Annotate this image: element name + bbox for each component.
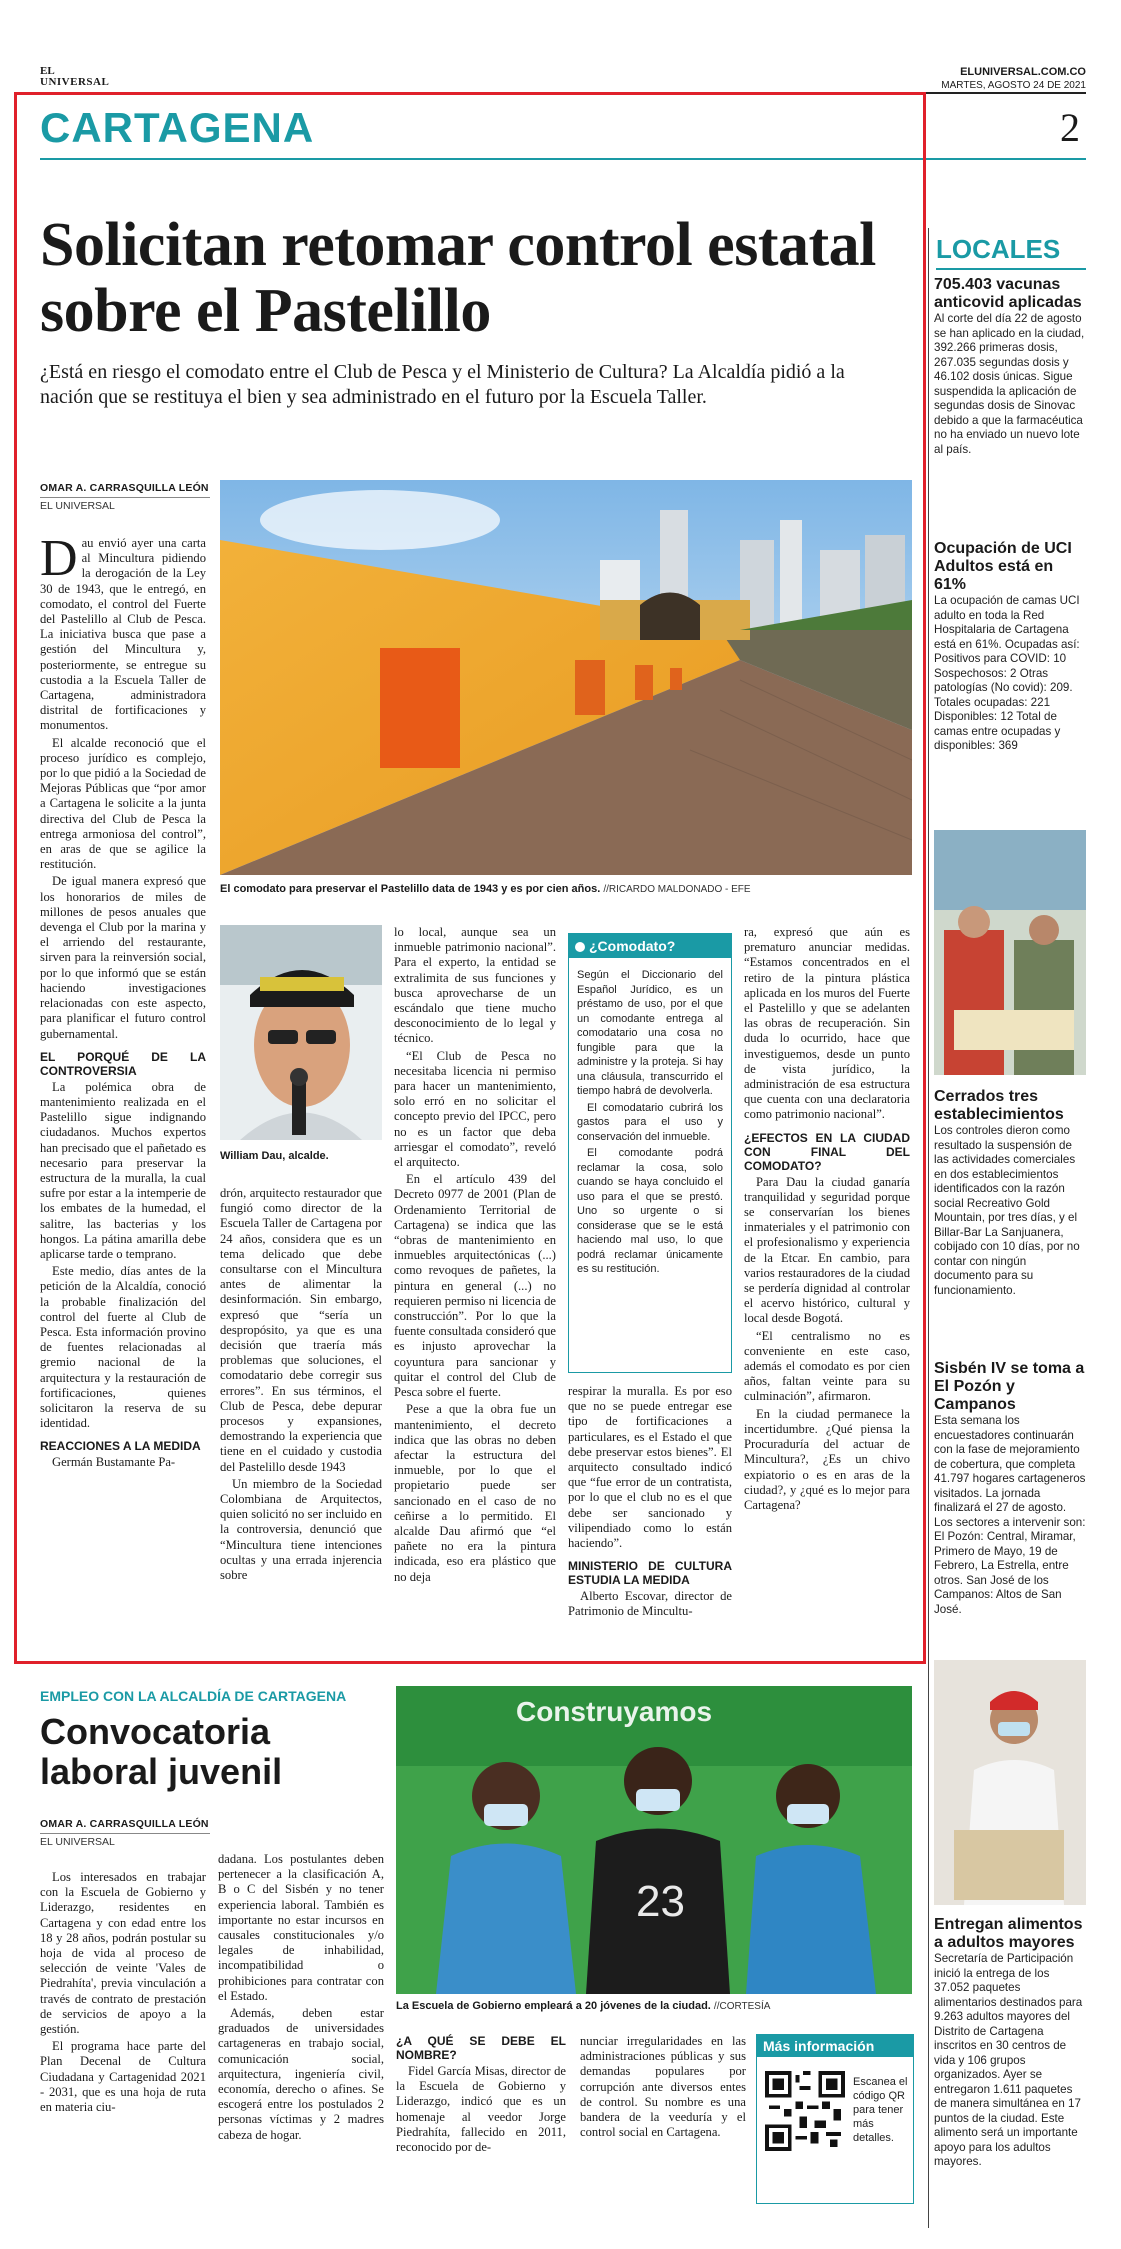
info-box-text: Escanea el código QR para tener más detalles. xyxy=(853,2076,908,2144)
logo xyxy=(40,66,120,88)
sidebar-title: LOCALES xyxy=(936,234,1061,264)
info-dot-icon xyxy=(575,942,585,952)
main-column-2 xyxy=(220,1186,382,1585)
sidebar-item-cerrados xyxy=(934,1088,1086,1298)
site-url: ELUNIVERSAL.COM.CO xyxy=(960,66,1086,78)
sidebar-item-sisben xyxy=(934,1360,1086,1617)
pastelillo-photo xyxy=(220,480,912,875)
second-column-1 xyxy=(40,1870,206,2117)
second-byline xyxy=(40,1818,210,1848)
col4-p1: respirar la muralla. Es por eso que no se puede entregar ese tipo de fortificaciones a particulares, es el Estado el que debe preservar estos bienes”. El arquitecto consultado indicó que “fue error de un contratista, por lo que el club no es el que debe ser sancionado y vilipendiado como lo están haciendo”. xyxy=(568,1384,732,1551)
sidebar-item-title: Ocupación de UCI Adultos está en 61% xyxy=(934,540,1072,593)
comodato-p1: Según el Diccionario del Español Jurídico, es un préstamo de uso, por el que un comodante entrega al comodatario una cosa no fungible para que la administre y la proteja. Si hay una cláusula, transcurrido el tiempo habrá de devolverla. xyxy=(577,969,723,1097)
main-column-3 xyxy=(394,925,556,1587)
youth-caption-text: La Escuela de Gobierno empleará a 20 jóvenes de la ciudad. xyxy=(396,2000,711,2012)
masthead-rule xyxy=(40,92,1086,94)
sidebar-item-title: Cerrados tres establecimientos xyxy=(934,1088,1064,1123)
subhead-ministerio: MINISTERIO DE CULTURA ESTUDIA LA MEDIDA xyxy=(568,1559,732,1588)
comodato-p3: El comodante podrá reclamar la cosa, solo cuando se haya concluido el uso para el que se prestó. Uno so urgente o si considerase que se le está haciendo mal uso, lo que podrá reclamar únicamente es su restitución. xyxy=(577,1147,723,1275)
photo-banner-text: Construyamos xyxy=(516,1696,713,1727)
second-byline-name: OMAR A. CARRASQUILLA LEÓN xyxy=(40,1818,209,1830)
col3-p4: Pese a que la obra fue un mantenimiento, el decreto indica que las obras no deben afectar la estructura del inmueble, por lo que el propietario puede ser sancionado en el caso de no ceñirse a lo permitido. El alcalde Dau afirmó que “el pañete no era la pintura indicada, eso era plástico que no deja xyxy=(394,1402,556,1584)
second-col4-p1: nunciar irregularidades en las administraciones públicas y sus demandas populares por corrupción ante diversos entes de control. Su nombre es una bandera de la veeduría y el control social en Cartagena. xyxy=(580,2034,746,2140)
second-col2-p2: Además, deben estar graduados de universidades cartageneras en trabajo social, comunicación social, arquitectura, ingeniería civil, economía, derecho o afines. Se escogerá entre los postulados 2 personas víctimas y 2 madres cabeza de hogar. xyxy=(218,2006,384,2142)
sidebar-item-title: Sisbén IV se toma a El Pozón y Campanos xyxy=(934,1360,1085,1413)
comodato-p2: El comodatario cubrirá los gastos para el uso y conservación del inmueble. xyxy=(577,1101,723,1143)
comodato-box xyxy=(568,933,732,1373)
col3-p3: En el artículo 439 del Decreto 0977 de 2001 (Plan de Ordenamiento Territorial de Cartagena) se indica que las “obras de mantenimiento en inmuebles arquitectónicas (...) como revoques de pañetes, la pintura en general (...) no requieren permiso ni licencia de construcción”. Por lo que la fuente consultada consideró que es injusto aprovechar la coyuntura para sancionar y quitar el control del Club de Pesca sobre el fuerte. xyxy=(394,1172,556,1400)
comodato-header xyxy=(569,934,731,958)
section-rule xyxy=(40,158,1086,160)
second-col1-p1: Los interesados en trabajar con la Escuela de Gobierno y Liderazgo, residentes en Cartagena y con edad entre los 18 y 28 años, podrán postular su hoja de vida al proceso de selección de veinte 'Vales de Piedrahíta', previa vinculación a través de contrato de prestación de servicios de apoyo a la gestión. xyxy=(40,1870,206,2037)
col3-p1: lo local, aunque sea un inmueble patrimonio nacional”. Para el experto, la entidad se extralimita de sus funciones y busca aprovecharse de un escándalo que tiene mucho desconocimiento de lo legal y técnico. xyxy=(394,925,556,1046)
svg-text:23: 23 xyxy=(636,1877,685,1926)
second-kicker: EMPLEO CON LA ALCALDÍA DE CARTAGENA xyxy=(40,1688,347,1704)
sidebar-rule xyxy=(928,228,929,2228)
col1-p6: Germán Bustamante Pa- xyxy=(52,1455,176,1470)
deck: ¿Está en riesgo el comodato entre el Club de Pesca y el Ministerio de Cultura? La Alcaldía pidió a la nación que se restituya el bien y sea administrado en el futuro por la Escuela Taller. xyxy=(40,361,845,408)
youth-photo xyxy=(396,1686,912,1994)
main-column-4 xyxy=(568,1384,732,1622)
subhead-efectos: ¿EFECTOS EN LA CIUDAD CON FINAL DEL COMODATO? xyxy=(744,1130,910,1173)
subhead-nombre: ¿A QUÉ SE DEBE EL NOMBRE? xyxy=(396,2034,566,2062)
william-dau-photo xyxy=(220,925,382,1140)
page-number: 2 xyxy=(1060,105,1080,150)
photo-caption xyxy=(220,883,920,895)
sidebar-item-text: Secretaría de Participación inició la entrega de los 37.052 paquetes alimentarios destinados para 9.263 adultos mayores del Distrito de Cartagena inscritos en 30 centros de vida y 106 grupos organizados. Ayer se entregaron 1.611 paquetes de manera simultánea en 17 puntos de la ciudad. Este alimento será un importante apoyo para los adultos mayores. xyxy=(934,1952,1083,2168)
col1-p4: La polémica obra de mantenimiento realizada en el Pastelillo sigue indignando ciudadanos. Muchos expertos han precisado que el pañetado es necesario para preservar la estructura de la muralla, la cual sufre por estar a la intemperie de los embates de la humedad, el salitre, las bacterias y los hongos. La pátina amarilla debe aplicarse tarde o temprano. xyxy=(40,1079,206,1261)
photo-credit: //RICARDO MALDONADO - EFE xyxy=(603,884,751,895)
byline xyxy=(40,482,210,512)
section-title: CARTAGENA xyxy=(40,104,315,151)
col1-p3: De igual manera expresó que los honorarios de miles de millones de pesos anuales que devenga el Club por la marina y el arriendo del restaurante, sirven para la reinversión social, por lo que informó que se están haciendo investigaciones relacionadas con este aspecto, para planificar el futuro control gubernamental. xyxy=(40,874,206,1041)
col3-p2: “El Club de Pesca no necesitaba licencia ni permiso para hacer un mantenimiento, solo erró en no solicitar el concepto previo del IPCC, pero no es un factor que deba arriesgar el comodato”, reveló el arquitecto. xyxy=(394,1048,556,1170)
dropcap: D xyxy=(40,530,78,587)
col5-p1: ra, expresó que aún es prematuro anunciar medidas. “Estamos concentrados en el retiro de la pintura plástica aplicada en los muros del Fuerte el Pastelillo y que se adelanten las obras de recuperación. Sin duda lo ocurrido, hace que investiguemos, desde un punto de vista jurídico, la administración de esa estructura que cuenta con una declaratoria como patrimonio nacional”. xyxy=(744,925,910,1122)
second-column-4 xyxy=(580,2034,746,2142)
info-box-title: Más información xyxy=(757,2035,913,2057)
comodato-title: ¿Comodato? xyxy=(589,938,676,954)
subhead-reacciones: REACCIONES A LA MEDIDA xyxy=(40,1439,201,1454)
col2-p1: drón, arquitecto restaurador que fungió como director de la Escuela Taller de Cartagena por 24 años, considera que es un tema delicado que debe consultarse con el Mincultura antes de alimentar la desinformación. Sin embargo, expresó que “sería un despropósito, ya que es una decisión que traería más problemas que soluciones, el comodatario debe corregir sus errores”. En sus términos, el Club de Pesca, debe depurar procesos y expansiones, demostrando la experiencia que tiene en el cuidado y custodia del Pastelillo desde 1943 xyxy=(220,1186,382,1474)
issue-date: MARTES, AGOSTO 24 DE 2021 xyxy=(941,80,1086,91)
photo-caption-text: El comodato para preservar el Pastelillo data de 1943 y es por cien años. xyxy=(220,883,601,895)
second-column-3 xyxy=(396,2034,566,2157)
col2-p2: Un miembro de la Sociedad Colombiana de Arquitectos, quien solicitó no ser incluido en la controversia, denunció que “Mincultura tiene intenciones ocultas y una errada injerencia sobre xyxy=(220,1476,382,1583)
col1-p2: El alcalde reconoció que el proceso jurídico es complejo, por lo que pidió a la Sociedad de Mejoras Públicas que “por amor a Cartagena le solicite a la junta directiva del Club de Pesca la entrega armoniosa del control”, en aras de que se agilice la restitución. xyxy=(40,735,206,872)
sidebar-item-vacunas xyxy=(934,276,1086,457)
sidebar-item-text: Al corte del día 22 de agosto se han aplicado en la ciudad, 392.266 primeras dosis, 267.035 segundas dosis y 46.102 dosis únicas. Sigue suspendida la aplicación de segundas dosis de Sinovac debido a que la farmacéutica no ha enviado un nuevo lote al país. xyxy=(934,312,1085,456)
sidebar-item-text: Los controles dieron como resultado la suspensión de las actividades comerciales en dos establecimientos identificados con la razón social Recreativo Gold Mountain, por tres días, y el Billar-Bar La Sanjuanera, cobijado con 10 días, por no contar con ningún documento para su funcionamiento. xyxy=(934,1124,1080,1297)
sidebar-item-title: 705.403 vacunas anticovid aplicadas xyxy=(934,276,1082,311)
youth-photo-caption xyxy=(396,2000,912,2012)
col1-p1: au envió ayer una carta al Mincultura pidiendo la derogación de la Ley 30 de 1943, que le entregó, en comodato, el control del Fuerte del Pastelillo al Club de Pesca. La iniciativa busca que pase a gestión del Mincultura y, posteriormente, se entregue su custodia a la Escuela Taller de Cartagena, administradora distrital de fortificaciones y monumentos. xyxy=(40,536,206,733)
info-box xyxy=(756,2034,914,2204)
sidebar-photo-establecimientos xyxy=(934,830,1086,1075)
second-col3-p1: Fidel García Misas, director de la Escuela de Gobierno y Liderazgo, indicó que es un homenaje al veedor Jorge Piedrahíta, fallecido en 2011, reconocido por de- xyxy=(396,2064,566,2155)
qr-code-icon[interactable] xyxy=(765,2071,845,2151)
byline-name: OMAR A. CARRASQUILLA LEÓN xyxy=(40,482,209,494)
second-col1-p2: El programa hace parte del Plan Decenal de Cultura Ciudadana y Cartagenidad 2021 - 2031, que es una hoja de ruta en materia ciu- xyxy=(40,2039,206,2115)
subhead-controversia: EL PORQUÉ DE LA CONTROVERSIA xyxy=(40,1049,206,1078)
youth-photo-credit: //CORTESÍA xyxy=(713,2001,771,2012)
portrait-caption: William Dau, alcalde. xyxy=(220,1150,329,1162)
sidebar-item-text: La ocupación de camas UCI adulto en toda la Red Hospitalaria de Cartagena está en 61%. Ocupadas así: Positivos para COVID: 10 Sospechosos: 2 Otras patologías (No covid): 209. Totales ocupadas: 221 Disponibles: 12 Total de camas entre ocupadas y disponibles: 369 xyxy=(934,594,1080,752)
logo-top: EL xyxy=(40,65,55,77)
second-byline-org: EL UNIVERSAL xyxy=(40,1833,210,1848)
main-column-5 xyxy=(744,925,910,1515)
sidebar-title-rule xyxy=(936,268,1086,270)
col5-p3: “El centralismo no es conveniente en este caso, además el comodato es por cien años, faltan veinte para su culminación”, afirmaron. xyxy=(744,1328,910,1404)
col4-p2: Alberto Escovar, director de Patrimonio de Mincultu- xyxy=(568,1589,732,1619)
comodato-body xyxy=(569,958,731,1287)
second-col2-p1: dadana. Los postulantes deben pertenecer a la clasificación A, B o C del Sisbén y no tener experiencia laboral. También es importante no estar incursos en causales constitucionales y/o legales de inhabilidad, incompatibilidad o prohibiciones para contratar con el Estado. xyxy=(218,1852,384,2003)
logo-bottom: UNIVERSAL xyxy=(40,76,110,88)
sidebar-item-uci xyxy=(934,540,1086,754)
main-column-1 xyxy=(40,530,206,1473)
sidebar-item-alimentos xyxy=(934,1916,1086,2170)
second-column-2 xyxy=(218,1852,384,2145)
byline-org: EL UNIVERSAL xyxy=(40,497,210,512)
sidebar-photo-alimentos xyxy=(934,1660,1086,1905)
sidebar-item-title: Entregan alimentos a adultos mayores xyxy=(934,1916,1083,1951)
col5-p2: Para Dau la ciudad ganaría tranquilidad y seguridad porque se conservarían los bienes inmateriales y el patrimonio con el profesionalismo y experiencia de la Etcar. En cambio, para varios restauradores de la ciudad se perdería dignidad al controlar el acervo histórico, cultural y local desde Bogotá. xyxy=(744,1174,910,1326)
second-headline: Convocatoria laboral juvenil xyxy=(40,1711,283,1792)
col5-p4: En la ciudad permanece la incertidumbre. ¿Qué piensa la Procuraduría del actuar de Mincultura?, ¿Es un chivo expiatorio o es en aras de la ciudad?, y ¿qué es lo mejor para Cartagena? xyxy=(744,1406,910,1512)
col1-p5: Este medio, días antes de la petición de la Alcaldía, conoció la probable finalización del control del fuerte al Club de Pesca. Esta información provino de fuentes relacionadas al gremio nacional de la arquitectura y la restauración de fortificaciones, quienes solicitaron la reserva de su identidad. xyxy=(40,1264,206,1431)
sidebar-item-text: Esta semana los encuestadores continuarán con la fase de mejoramiento de cobertura, que completa 41.797 hogares cartageneros visitados. La jornada finalizará el 27 de agosto. Los sectores a intervenir son: El Pozón: Central, Miramar, Primero de Mayo, 19 de Febrero, La Estrella, entre otros. San José de los Campanos: Altos de San José. xyxy=(934,1414,1086,1616)
headline: Solicitan retomar control estatal sobre el Pastelillo xyxy=(40,211,876,345)
